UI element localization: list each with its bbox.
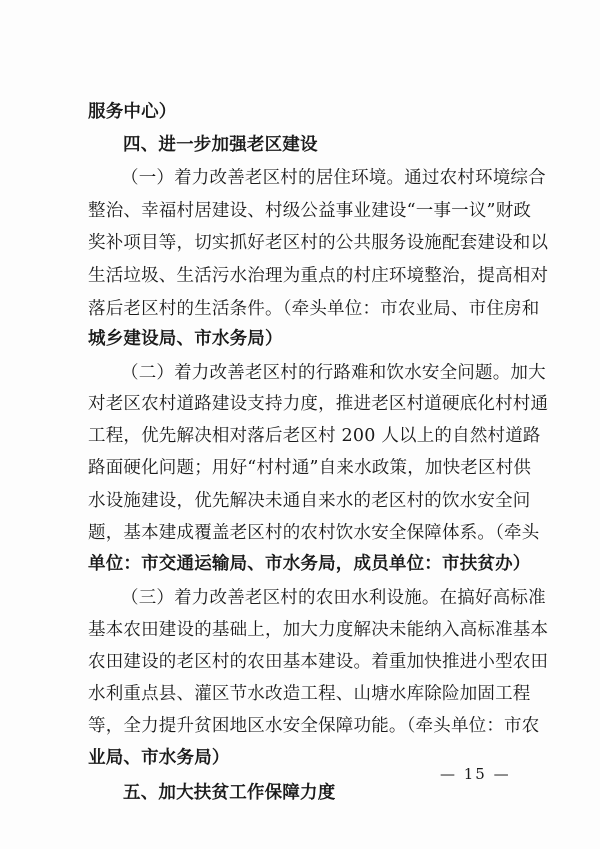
- lead-unit-note: 单位：市交通运输局、市水务局，成员单位：市扶贫办）: [88, 554, 531, 574]
- lead-unit-note: 城乡建设局、市水务局）: [88, 329, 283, 349]
- paragraph-line: 对老区农村道路建设支持力度，推进老区村道硬底化村村通: [88, 394, 549, 414]
- paragraph-line: 水利重点县、灌区节水改造工程、山塘水库除险加固工程: [88, 684, 531, 704]
- page-number: — 15 —: [440, 765, 511, 783]
- paragraph-line: （二）着力改善老区村的行路难和饮水安全问题。加大: [121, 363, 546, 383]
- paragraph-line: 农田建设的老区村的农田基本建设。着重加快推进小型农田: [88, 652, 549, 672]
- lead-unit-note: 业局、市水务局）: [88, 748, 230, 768]
- paragraph-line: 题，基本建成覆盖老区村的农村饮水安全保障体系。（牵头: [88, 523, 540, 543]
- section-heading: 四、进一步加强老区建设: [123, 135, 318, 155]
- paragraph-line: 生活垃圾、生活污水治理为重点的村庄环境整治，提高相对: [88, 266, 549, 286]
- paragraph-line: 水设施建设，优先解决未通自来水的老区村的饮水安全问: [88, 491, 531, 511]
- paragraph-line: 落后老区村的生活条件。（牵头单位：市农业局、市住房和: [88, 299, 540, 319]
- paragraph-line: 奖补项目等，切实抓好老区村的公共服务设施配套建设和以: [88, 233, 549, 253]
- paragraph-line: 等，全力提升贫困地区水安全保障功能。（牵头单位：市农: [88, 716, 540, 736]
- paragraph-line: 工程，优先解决相对落后老区村 200 人以上的自然村道路: [88, 426, 541, 446]
- text-line: 服务中心）: [88, 102, 177, 122]
- paragraph-line: 基本农田建设的基础上，加大力度解决未能纳入高标准基本: [88, 620, 549, 640]
- paragraph-line: 整治、幸福村居建设、村级公益事业建设“一事一议”财政: [88, 201, 532, 221]
- paragraph-line: 路面硬化问题；用好“村村通”自来水政策，加快老区村供: [88, 458, 532, 478]
- section-heading: 五、加大扶贫工作保障力度: [123, 783, 336, 803]
- paragraph-line: （三）着力改善老区村的农田水利设施。在搞好高标准: [121, 588, 546, 608]
- paragraph-line: （一）着力改善老区村的居住环境。通过农村环境综合: [121, 168, 546, 188]
